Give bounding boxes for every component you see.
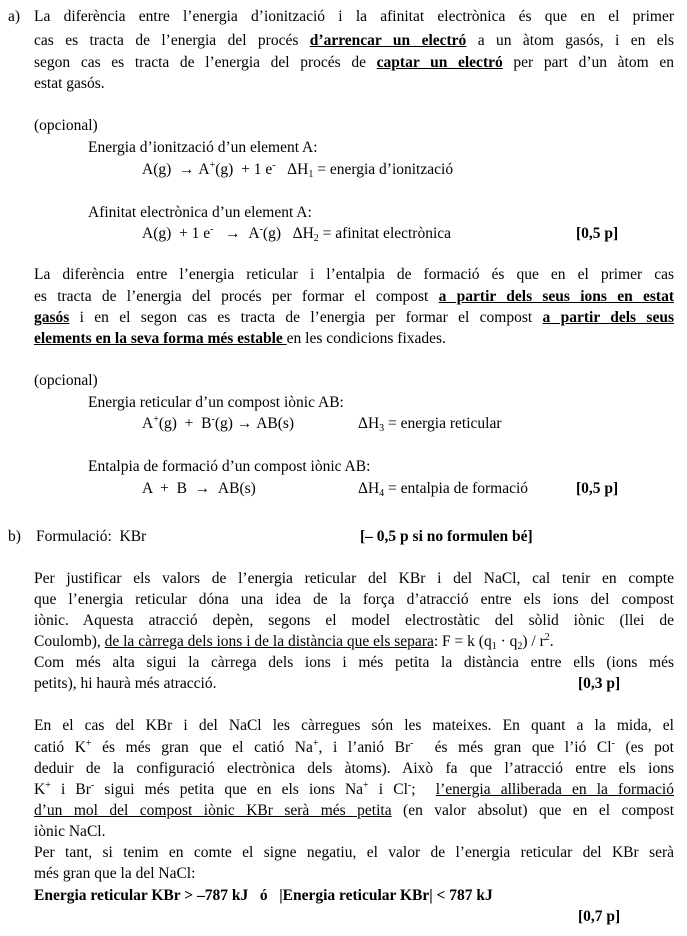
optional-label: (opcional) [34, 117, 98, 134]
text-line: que l’energia reticular dóna una idea de la força d’atracció entre els ions del compost [34, 591, 674, 608]
text-line: elements en la seva forma més estable en les condicions fixades. [34, 330, 446, 347]
lattice-title: Energia reticular d’un compost iònic AB: [88, 394, 344, 411]
affinity-title: Afinitat electrònica d’un element A: [88, 204, 312, 221]
text-line: Com més alta sigui la càrrega dels ions i més petita la distància entre ells (ions més [34, 654, 674, 671]
emphasis-from-ions: a partir dels seus ions en estat [438, 288, 674, 305]
lattice-equation: A+(g) + B-(g) → AB(s) [142, 414, 295, 432]
emphasis-from-elements: a partir dels seus [542, 309, 674, 326]
text-line: En el cas del KBr i del NaCl les càrregues són les mateixes. En quant a la mida, el [34, 717, 674, 734]
ionization-title: Energia d’ionització d’un element A: [88, 139, 318, 156]
score-badge: [0,7 p] [578, 908, 621, 925]
part-b-marker: b) [8, 528, 21, 545]
formation-equation: A + B → AB(s) [142, 480, 256, 497]
text-line: deduir de la configuració electrònica dels àtoms). Això fa que l’atracció entre els ions [34, 760, 674, 777]
formation-title: Entalpia de formació d’un compost iònic AB: [88, 458, 371, 475]
text-line: cas es tracta de l’energia del procés d’arrencar un electró a un àtom gasós, i en els [34, 32, 674, 49]
text-line: estat gasós. [34, 75, 105, 92]
text-line: d’un mol del compost iònic KBr serà més petita (en valor absolut) que en el compost [34, 802, 675, 819]
text-line: segon cas es tracta de l’energia del procés de captar un electró per part d’un àtom en [34, 54, 674, 71]
text-line: gasós i en el segon cas es tracta de l’energia per formar el compost a partir dels seus [34, 309, 674, 326]
formation-delta-h: $\Delta H_4$ = entalpia de formació [358, 480, 529, 499]
text-line: iònic. Aquesta atracció depèn, segons el model electrostàtic del sòlid iònic (llei de [34, 612, 674, 629]
text-line: petits), hi haurà més atracció. [34, 675, 217, 692]
formulation-label: Formulació: KBr [36, 528, 147, 545]
emphasis-charge-distance: de la càrrega dels ions i de la distància que els separa [104, 633, 434, 650]
emphasis-capture-electron: captar un electró [376, 54, 503, 71]
text-line: catió K+ és més gran que el catió Na+, i l’anió Br- és més gran que l’ió Cl- (es pot [34, 738, 674, 756]
text-line: La diferència entre l’energia reticular i l’entalpia de formació és que en el primer cas [34, 266, 674, 283]
text-line: La diferència entre l’energia d’ionització i la afinitat electrònica és que en el primer [34, 8, 674, 25]
text-line: Per tant, si tenim en comte el signe negatiu, el valor de l’energia reticular del KBr serà [34, 844, 674, 861]
text-line: es tracta de l’energia del procés per formar el compost a partir dels seus ions en estat [34, 288, 674, 305]
score-badge: [0,5 p] [576, 225, 619, 242]
formulation-penalty: [– 0,5 p si no formulen bé] [360, 528, 533, 545]
conclusion-statement: Energia reticular KBr > –787 kJ ó |Energia reticular KBr| < 787 kJ [34, 887, 493, 904]
score-badge: [0,5 p] [576, 480, 619, 497]
emphasis-energy-released: l’energia alliberada en la formació [435, 781, 674, 798]
text-line: K+ i Br- sigui més petita que en els ions Na+ i Cl-; l’energia alliberada en la formació [34, 780, 674, 798]
text-line: més gran que la del NaCl: [34, 865, 196, 882]
coulomb-line: Coulomb), de la càrrega dels ions i de la distància que els separa: F = k $(q_1 \cdot q_2) / r^2$. [34, 632, 554, 652]
part-a-marker: a) [8, 8, 21, 25]
affinity-equation: A(g) + 1 e- → A-(g) $\Delta H_2$ = afinitat electrònica [142, 224, 452, 244]
ionization-equation: A(g) → A+(g) + 1 e- $\Delta H_1$ = energia d’ionització [142, 160, 454, 180]
lattice-delta-h: $\Delta H_3$ = energia reticular [358, 415, 502, 434]
text-line: iònic NaCl. [34, 823, 106, 840]
emphasis-remove-electron: d’arrencar un electró [309, 32, 467, 49]
optional-label: (opcional) [34, 372, 98, 389]
score-badge: [0,3 p] [578, 675, 621, 692]
text-line: Per justificar els valors de l’energia reticular del KBr i del NaCl, cal tenir en compte [34, 570, 674, 587]
